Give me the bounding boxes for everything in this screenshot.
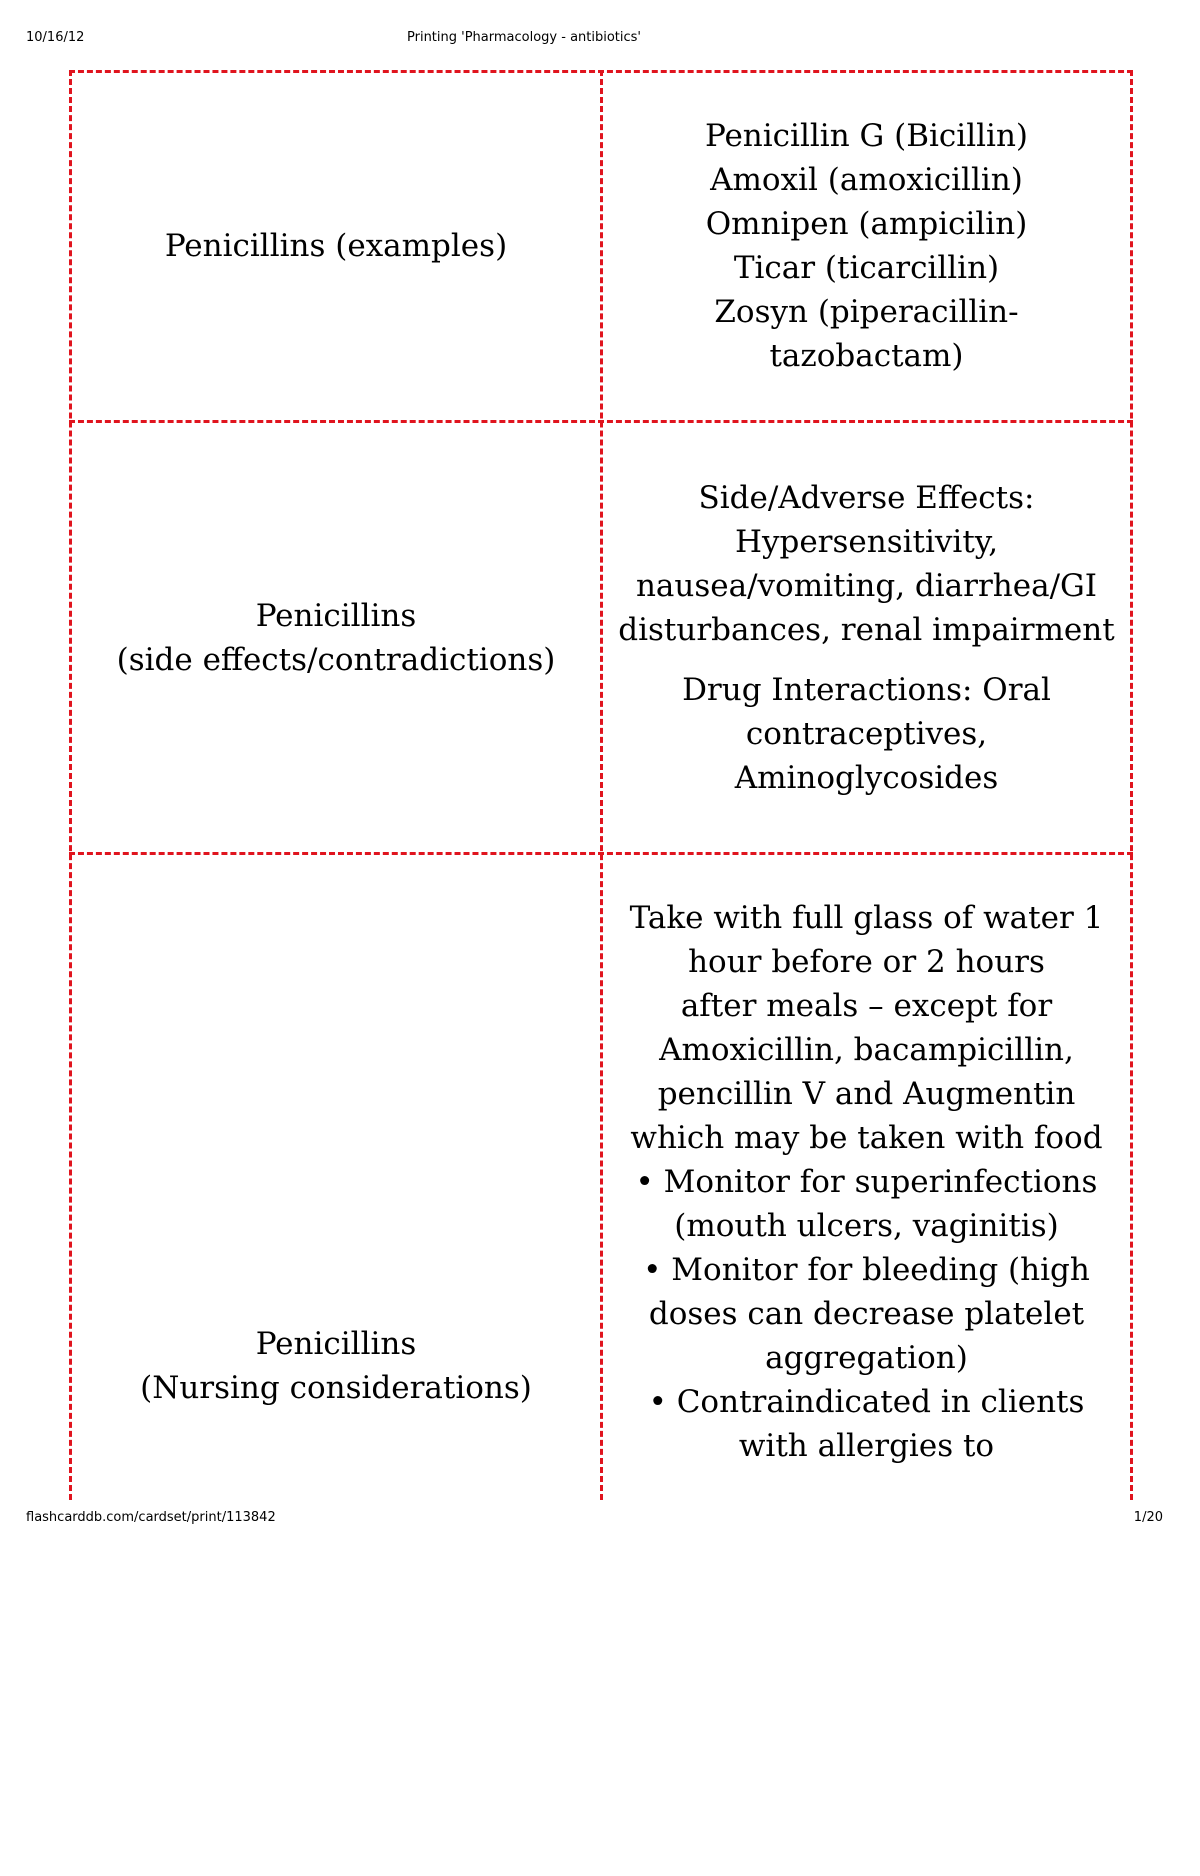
card-3-back-line: • Contraindicated in clients — [648, 1384, 1085, 1420]
card-1-back-line: Ticar (ticarcillin) — [733, 250, 1000, 286]
card-1-back-line: Penicillin G (Bicillin) — [704, 118, 1029, 154]
cut-line-row-1 — [69, 420, 1133, 423]
card-3-back-line: aggregation) — [765, 1340, 968, 1376]
card-3-back-line: • Monitor for superinfections — [635, 1164, 1098, 1200]
card-3-back-line: hour before or 2 hours — [688, 944, 1045, 980]
card-3-back-line: (mouth ulcers, vaginitis) — [674, 1208, 1059, 1244]
card-1-front — [72, 73, 600, 419]
card-1-back-line: Zosyn (piperacillin- — [714, 294, 1019, 330]
card-3-back-line: • Monitor for bleeding (high — [643, 1252, 1090, 1288]
source-url: flashcarddb.com/cardset/print/113842 — [26, 1510, 276, 1525]
card-3-back-line: Take with full glass of water 1 — [629, 900, 1104, 936]
card-3-back-para — [630, 896, 1104, 1468]
card-2-back-para-effects — [618, 476, 1114, 652]
card-1-back — [603, 73, 1130, 419]
page-number: 1/20 — [1133, 1510, 1163, 1525]
card-3-back-line: doses can decrease platelet — [648, 1296, 1085, 1332]
card-2-back-line: Hypersensitivity, — [734, 524, 999, 560]
card-2-back-line: nausea/vomiting, diarrhea/GI — [635, 568, 1098, 604]
cut-line-right — [1130, 70, 1133, 1500]
card-2-front-line: Penicillins — [255, 598, 417, 634]
card-1-back-para — [705, 114, 1028, 378]
card-3-back-line: which may be taken with food — [630, 1120, 1103, 1156]
card-3-back-line: pencillin V and Augmentin — [657, 1076, 1076, 1112]
card-2-back-para-interactions — [682, 668, 1051, 800]
card-2-back-line: Side/Adverse Effects: — [698, 480, 1035, 516]
card-2-front — [72, 424, 600, 852]
cut-line-row-2 — [69, 852, 1133, 855]
card-3-front-line: (Nursing considerations) — [140, 1370, 532, 1406]
card-2-front-line: (side effects/contradictions) — [116, 642, 556, 678]
card-3-back-line: after meals – except for — [680, 988, 1053, 1024]
card-3-back — [603, 856, 1130, 1496]
print-date: 10/16/12 — [26, 30, 85, 45]
card-3-front — [72, 856, 600, 1876]
print-title: Printing 'Pharmacology - antibiotics' — [407, 30, 642, 45]
card-1-back-line: tazobactam) — [769, 338, 964, 374]
card-1-front-line: Penicillins (examples) — [164, 228, 508, 264]
card-2-back — [603, 424, 1130, 852]
card-2-back-line: contraceptives, — [745, 716, 988, 752]
card-1-back-line: Amoxil (amoxicillin) — [710, 162, 1023, 198]
card-2-back-line: Drug Interactions: Oral — [682, 672, 1051, 708]
card-3-back-line: Amoxicillin, bacampicillin, — [659, 1032, 1074, 1068]
card-2-back-line: Aminoglycosides — [734, 760, 999, 796]
card-3-back-line: with allergies to — [738, 1428, 995, 1464]
card-3-front-line: Penicillins — [255, 1326, 417, 1362]
card-1-back-line: Omnipen (ampicilin) — [705, 206, 1028, 242]
card-2-back-line: disturbances, renal impairment — [618, 612, 1115, 648]
